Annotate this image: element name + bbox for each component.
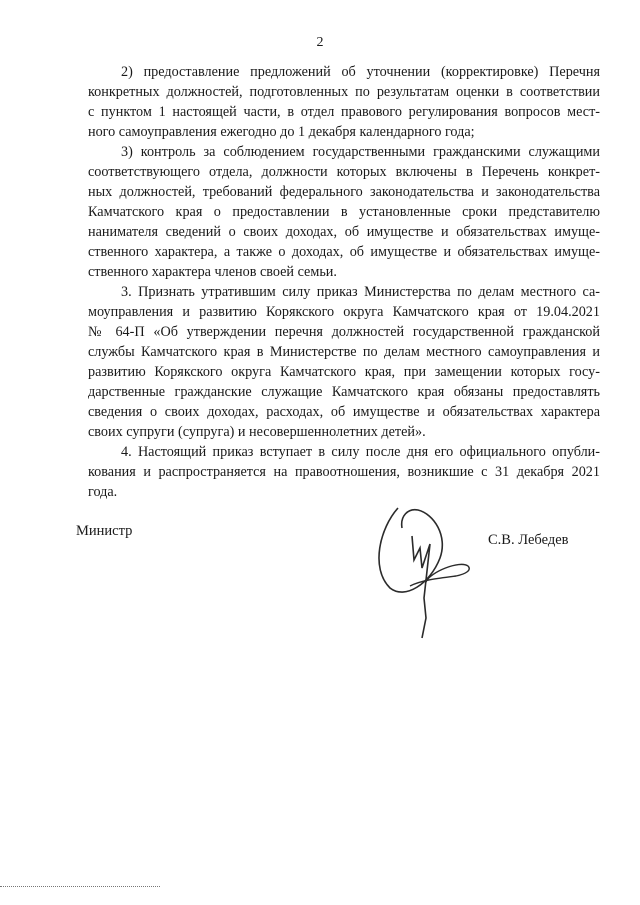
body-line: 3. Признать утратившим силу приказ Министерства по делам местного са- [121,284,600,300]
body-line: соответствующего отдела, должности которых включены в Перечень конкрет- [88,164,600,180]
body-line: дарственные гражданские служащие Камчатского края обязаны предоставлять [88,384,600,400]
body-line: развитию Корякского округа Камчатского края, при замещении которых госу- [88,364,600,380]
body-line: 3) контроль за соблюдением государственными гражданскими служащими [121,144,600,160]
footer-divider [0,886,160,887]
page-number: 2 [316,35,324,50]
body-line: сведения о своих доходах, расходах, об имуществе и обязательствах характера [88,404,600,420]
body-line: своих супруги (супруга) и несовершеннолетних детей». [88,424,426,440]
handwritten-signature [360,488,490,646]
signatory-name: С.В. Лебедев [488,532,569,548]
body-line: года. [88,484,118,500]
body-line: ного самоуправления ежегодно до 1 декабря календарного года; [88,124,475,140]
body-line: кования и распространяется на правоотношения, возникшие с 31 декабря 2021 [88,464,600,480]
body-line: № 64-П «Об утверждении перечня должностей государственной гражданской [88,324,600,340]
body-line: моуправления и развитию Корякского округа Камчатского края от 19.04.2021 [88,304,600,320]
body-line: 4. Настоящий приказ вступает в силу после дня его официального опубли- [121,444,600,460]
body-line: ственного характера, а также о доходах, об имуществе и обязательствах имуще- [88,244,600,260]
body-line: ных должностей, требований федерального законодательства и законодательства [88,184,600,200]
body-line: ственного характера членов своей семьи. [88,264,337,280]
body-line: 2) предоставление предложений об уточнении (корректировке) Перечня [121,64,600,80]
body-line: Камчатского края о предоставлении в установленные сроки представителю [88,204,600,220]
body-line: с пунктом 1 настоящей части, в отдел правового регулирования вопросов мест- [88,104,600,120]
body-line: конкретных должностей, подготовленных по результатам оценки в соответствии [88,84,600,100]
body-line: службы Камчатского края в Министерстве по делам местного самоуправления и [88,344,600,360]
signatory-title: Министр [76,523,133,539]
body-line: нанимателя сведений о своих доходах, об имуществе и обязательствах имуще- [88,224,600,240]
